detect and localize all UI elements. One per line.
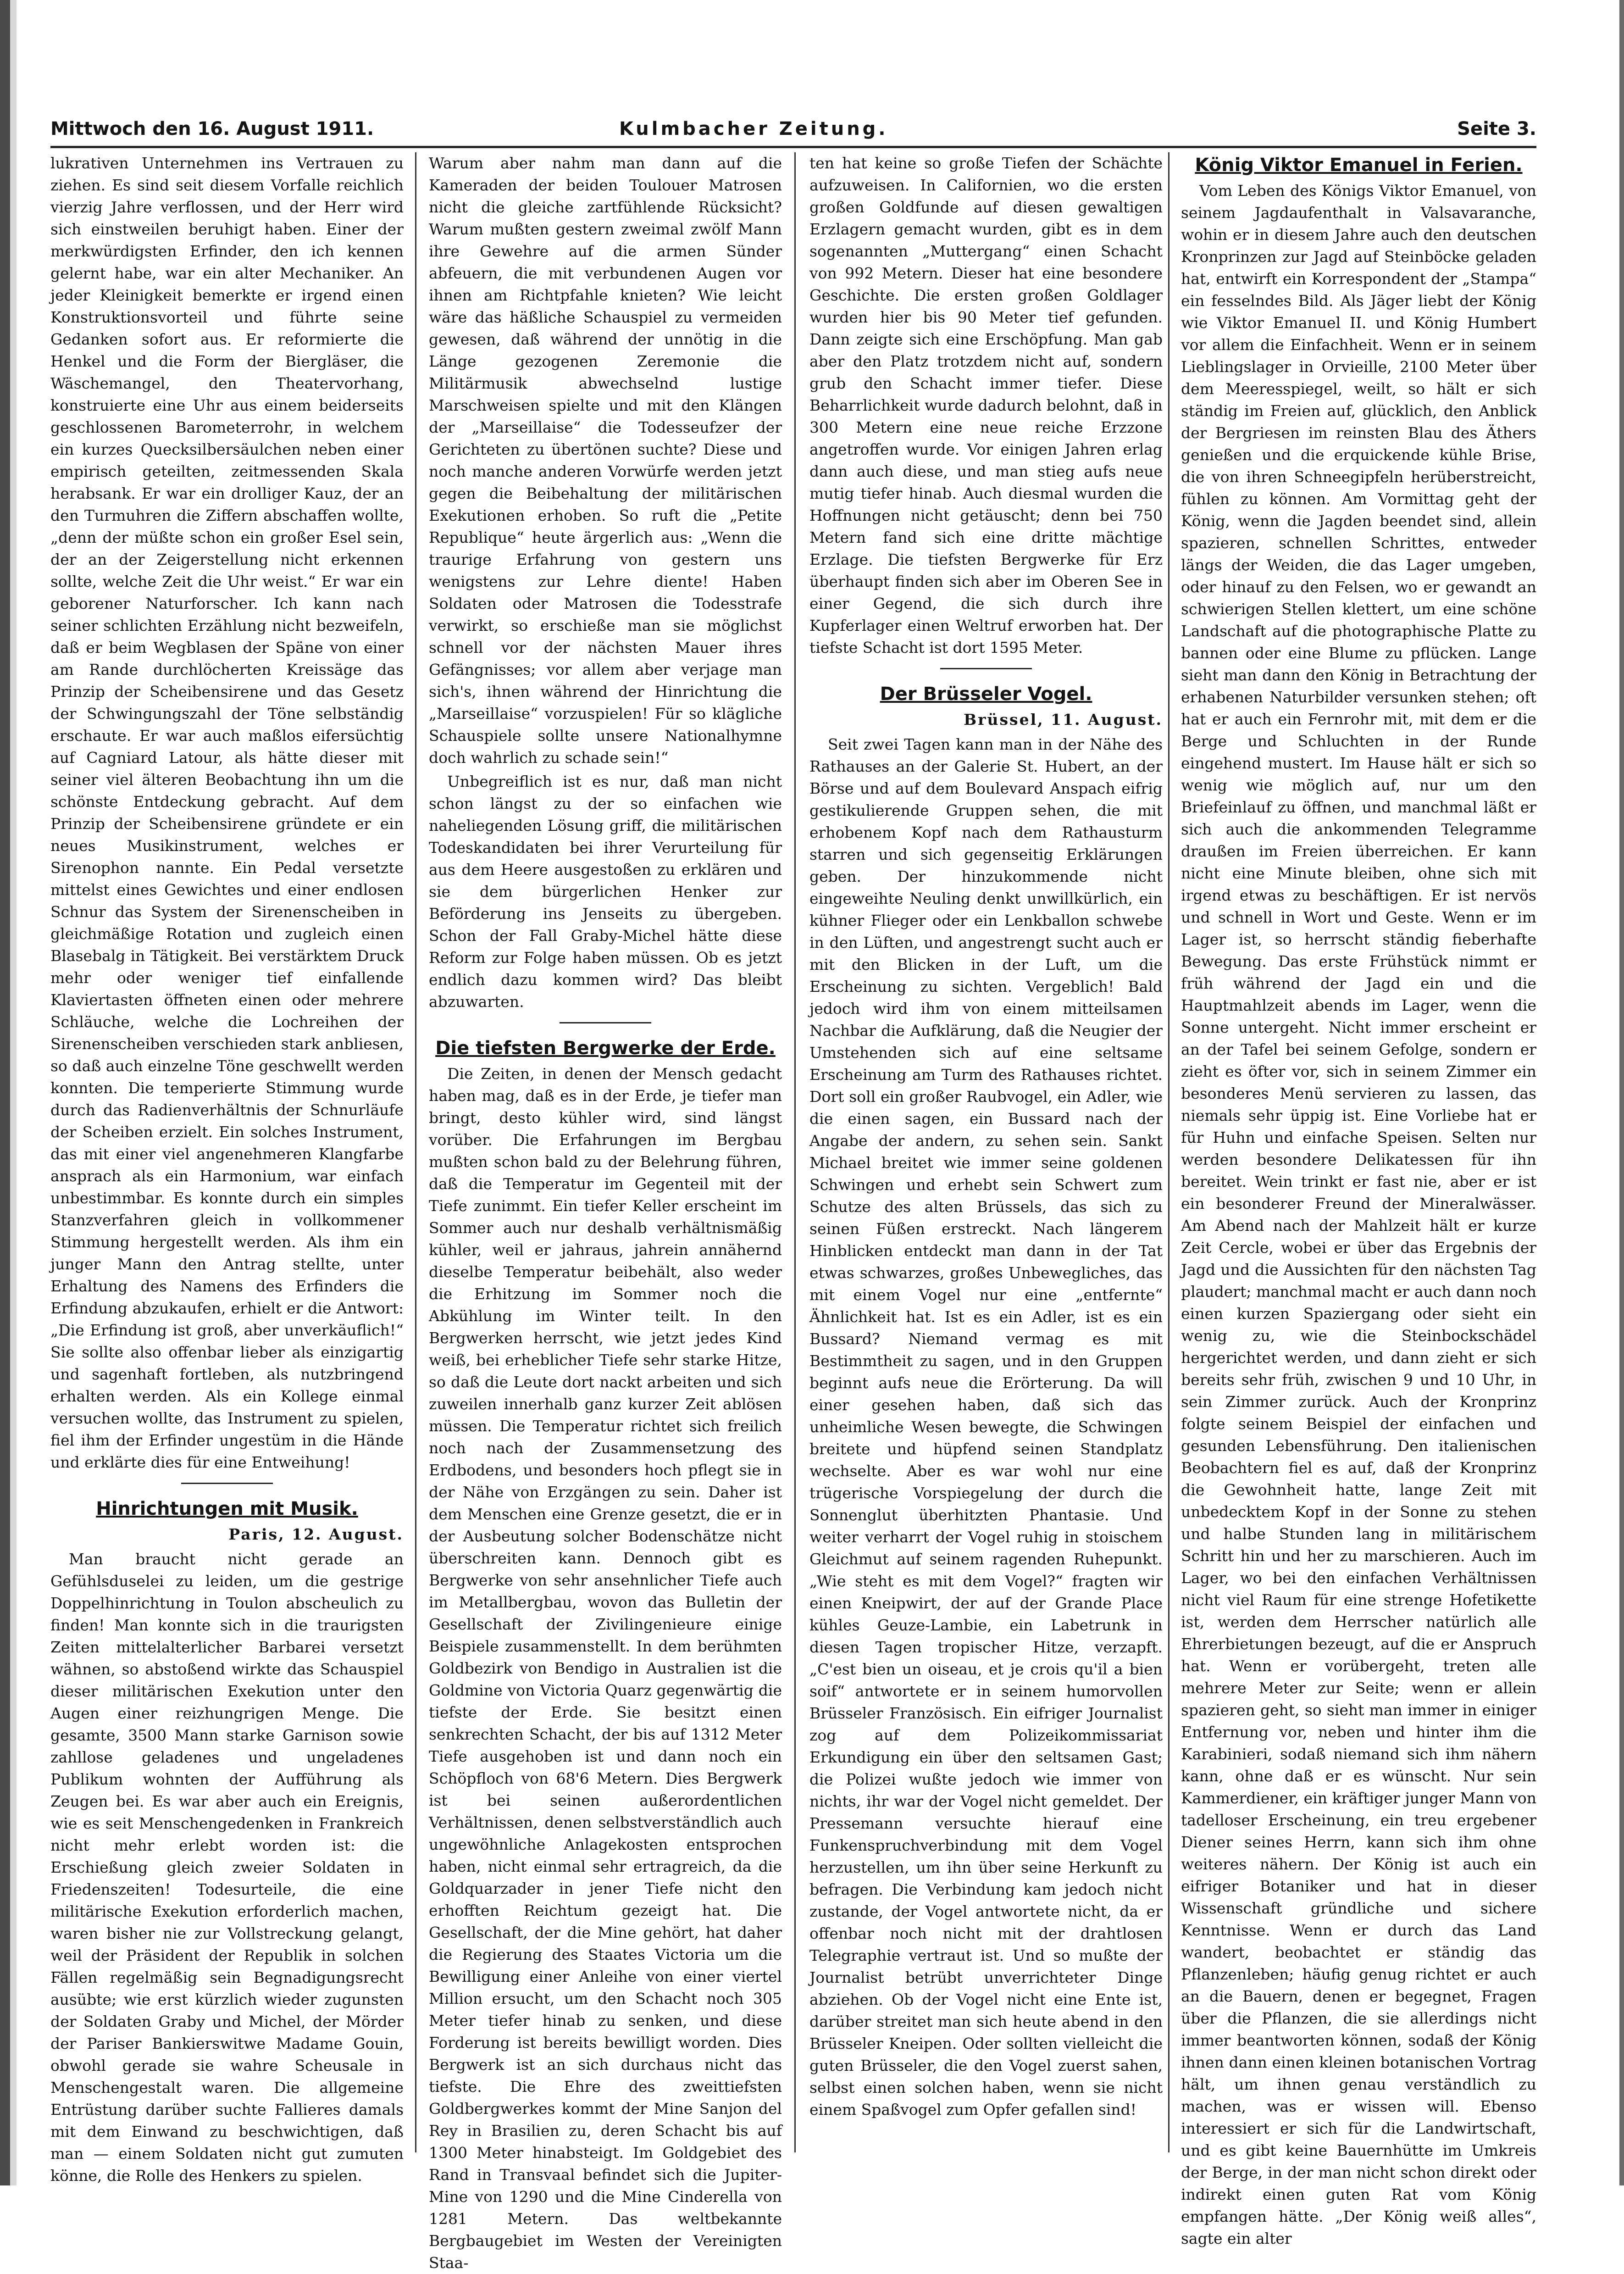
article-separator	[560, 1022, 651, 1023]
newspaper-title: Kulmbacher Zeitung.	[619, 118, 888, 139]
article-paragraph: Unbegreiflich ist es nur, daß man nicht schon längst zu der so einfachen wie naheliegenden Lösung griff, die militärischen Todeskandidaten bei ihrer Verurteilung für aus dem Heere ausgestoßen zu erklären und sie dem bürgerlichen Henker zur Beförderung ins Jenseits zu übergeben. Schon der Fall Graby-Michel hätte diese Reform zur Folge haben müssen. Ob es jetzt endlich dazu kommen wird? Das bleibt abzuwarten.	[429, 773, 782, 1011]
page-edge-shadow	[10, 0, 17, 2185]
article-dateline: Brüssel, 11. August.	[964, 711, 1163, 728]
article-title: König Viktor Emanuel in Ferien.	[1195, 155, 1523, 176]
column-divider	[1168, 152, 1170, 2152]
article-paragraph: lukrativen Unternehmen ins Vertrauen zu ziehen. Es sind seit diesem Vorfalle reichlich vierzig Jahre verflossen, und der Herr wird sich einstweilen beruhigt haben. Einer der merkwürdigsten Erfinder, den ich kennen gelernt habe, war ein alter Mechaniker. An jeder Kleinigkeit bemerkte er irgend einen Konstruktionsvorteil und führte seine Gedanken sofort aus. Er reformierte die Henkel und die Form der Biergläser, die Wäschemangel, den Theatervorhang, konstruierte eine Uhr aus einem beiderseits geschlossenen Barometerrohr, in welchem ein kurzes Quecksilbersäulchen neben einer empirisch geteilten, zeitmessenden Skala herabsank. Er war ein drolliger Kauz, der an den Turmuhren die Ziffern abschaffen wollte, „denn der müßte schon ein großer Esel sein, der an der Zeigerstellung nicht erkennen sollte, welche Zeit die Uhr weist.“ Er war ein geborener Naturforscher. Ich kann nach seiner schlichten Erzählung nicht bezweifeln, daß er beim Wegblasen der Späne von einer am Rande durchlöcherten Kreissäge das Prinzip der Scheibensirene und das Gesetz der Schwingungszahl der Töne selbständig erschaute. Er war auch maßlos eifersüchtig auf Cagniard Latour, als hätte dieser mit seiner viel älteren Beobachtung ihn um die schönste Entdeckung gebracht. Auf dem Prinzip der Scheibensirene gründete er ein neues Musikinstrument, welches er Sirenophon nannte. Ein Pedal versetzte mittelst eines Gewichtes und einer endlosen Schnur das System der Sirenenscheiben in gleichmäßige Rotation und zugleich einen Blasebalg in Tätigkeit. Bei verstärktem Druck mehr oder weniger tief einfallende Klaviertasten öffneten einen oder mehrere Schläuche, welche die Lochreihen der Sirenenscheiben verschieden stark anbliesen, so daß auch einzelne Töne geschwellt werden konnten. Die temperierte Stimmung wurde durch das Radienverhältnis der Schnurläufe der Scheiben erzielt. Ein solches Instrument, das mit einer viel angenehmeren Klangfarbe ansprach als ein Harmonium, war einfach unbestimmbar. Es konnte durch ein simples Stanzverfahren gleich in vollkommener Stimmung hergestellt werden. Als ihm ein junger Mann den Antrag stellte, unter Erhaltung des Namens des Erfinders die Erfindung abzukaufen, erhielt er die Antwort: „Die Erfindung ist groß, aber unverkäuflich!“ Sie sollte also offenbar lieber als einzigartig und sagenhaft fortleben, als nutzbringend erhalten werden. Als ein Kollege einmal versuchen wollte, das Instrument zu spielen, fiel ihm der Erfinder ungestüm in die Hände und erklärte dies für eine Entweihung!	[50, 154, 404, 1471]
column-4	[1181, 152, 1536, 2247]
column-3	[809, 152, 1163, 2152]
header-date: Mittwoch den 16. August 1911.	[50, 118, 374, 139]
article-title: Die tiefsten Bergwerke der Erde.	[435, 1038, 776, 1059]
page-header	[50, 115, 1536, 147]
column-1	[50, 152, 404, 2185]
column-2	[429, 152, 782, 2272]
article-title: Der Brüsseler Vogel.	[880, 684, 1092, 705]
article-paragraph: Seit zwei Tagen kann man in der Nähe des Rathauses an der Galerie St. Hubert, an der Börse und auf dem Boulevard Anspach eifrig gestikulierende Gruppen sehen, die mit erhobenem Kopf nach dem Rathausturm starren und sich gegenseitig Erklärungen geben. Der hinzukommende nicht eingeweihte Neuling denkt unwillkürlich, ein kühner Flieger oder ein Lenkballon schwebe in den Lüften, und angestrengt sucht auch er mit den Blicken in der Luft, um die Erscheinung zu sichten. Vergeblich! Bald jedoch wird ihm von einem mitteilsamen Nachbar die Aufklärung, daß die Neugier der Umstehenden sich auf eine seltsame Erscheinung am Turm des Rathauses richtet. Dort soll ein großer Raubvogel, ein Adler, wie die einen sagen, ein Bussard nach der Angabe der andern, zu sehen sein. Sankt Michael breitet wie immer seine goldenen Schwingen und erhebt sein Schwert zum Schutze des alten Brüssels, das sich zu seinen Füßen erstreckt. Nach längerem Hinblicken entdeckt man dann in der Tat etwas schwarzes, großes Unbewegliches, das mit einem Vogel nur eine „entfernte“ Ähnlichkeit hat. Ist es ein Adler, ist es ein Bussard? Niemand vermag es mit Bestimmtheit zu sagen, und in den Gruppen beginnt aufs neue die Erörterung. Da will einer gesehen haben, daß sich das unheimliche Wesen bewegte, die Schwingen breitete und hüpfend seinen Standplatz wechselte. Aber es war wohl nur eine trügerische Vorspiegelung der durch die Sonnenglut überhitzten Phantasie. Und weiter verharrt der Vogel ruhig in stoischem Gleichmut auf seinem ragenden Ruhepunkt. „Wie steht es mit dem Vogel?“ fragten wir einen Kneipwirt, der auf der Grande Place kühles Geuze-Lambie, ein Labetrunk in diesen Tagen tropischer Hitze, verzapft. „C'est bien un oiseau, et je crois qu'il a bien soif“ antwortete er in seinem humorvollen Brüsseler Französisch. Ein eifriger Journalist zog auf dem Polizeikommissariat Erkundigung ein über den seltsamen Gast; die Polizei wußte jedoch wie immer von nichts, ihr war der Vogel nicht gemeldet. Der Pressemann versuchte hierauf eine Funkenspruchverbindung mit dem Vogel herzustellen, um ihn über seine Herkunft zu befragen. Die Verbindung kam jedoch nicht zustande, der Vogel antwortete nicht, da er offenbar noch nicht mit der drahtlosen Telegraphie vertraut ist. Und so mußte der Journalist betrübt unverrichteter Dinge abziehen. Ob der Vogel nicht eine Ente ist, darüber streitet man sich heute abend in den Brüsseler Kneipen. Oder sollten vielleicht die guten Brüsseler, die den Vogel zuerst sahen, selbst einen solchen haben, wenn sie nicht einem Spaßvogel zum Opfer gefallen sind!	[809, 735, 1163, 2118]
article-paragraph: Man braucht nicht gerade an Gefühlsduselei zu leiden, um die gestrige Doppelhinrichtung in Toulon abscheulich zu finden! Man konnte sich in die traurigsten Zeiten mittelalterlicher Barbarei versetzt wähnen, so abstoßend wirkte das Schauspiel dieser militärischen Exekution unter den Augen einer reizhungrigen Menge. Die gesamte, 3500 Mann starke Garnison sowie zahllose geladenes und ungeladenes Publikum wohnten der Aufführung als Zeugen bei. Es war aber auch ein Ereignis, wie es seit Menschengedenken in Frankreich nicht mehr erlebt worden ist: die Erschießung gleich zweier Soldaten in Friedenszeiten! Todesurteile, die eine militärische Exekution erforderlich machen, waren bisher nie zur Vollstreckung gelangt, weil der Präsident der Republik in solchen Fällen regelmäßig sein Begnadigungsrecht ausübte; wie erst kürzlich wieder zugunsten der Soldaten Graby und Michel, der Mörder der Pariser Bankierswitwe Madame Gouin, obwohl gerade sie wahre Scheusale in Menschengestalt waren. Die allgemeine Entrüstung darüber suchte Fallieres damals mit dem Einwand zu beschwichtigen, daß man — einem Soldaten nicht gut zumuten könne, die Rolle des Henkers zu spielen.	[50, 1550, 404, 2185]
article-paragraph: Die Zeiten, in denen der Mensch gedacht haben mag, daß es in der Erde, je tiefer man bringt, desto kühler wird, sind längst vorüber. Die Erfahrungen im Bergbau mußten schon bald zu der Belehrung führen, daß die Temperatur im Gegenteil mit der Tiefe zunimmt. Ein tiefer Keller erscheint im Sommer auch nur deshalb verhältnismäßig kühler, weil er jahraus, jahrein annähernd dieselbe Temperatur beibehält, also weder die Erhitzung im Sommer noch die Abkühlung im Winter teilt. In den Bergwerken herrscht, wie jetzt jedes Kind weiß, bei erheblicher Tiefe sehr starke Hitze, so daß die Leute dort nackt arbeiten und sich zuweilen innerhalb ganz kurzer Zeit ablösen müssen. Die Temperatur richtet sich freilich noch nach der Zusammensetzung des Erdbodens, und besonders hoch pflegt sie in der Nähe von Erzgängen zu sein. Daher ist dem Menschen eine Grenze gesetzt, die er in der Ausbeutung solcher Bodenschätze nicht überschreiten kann. Dennoch gibt es Bergwerke von sehr ansehnlicher Tiefe auch im Metallbergbau, wovon das Bulletin der Gesellschaft der Zivilingenieure einige Beispiele zusammenstellt. In dem berühmten Goldbezirk von Bendigo in Australien ist die Goldmine von Victoria Quarz gegenwärtig die tiefste der Erde. Sie besitzt einen senkrechten Schacht, der bis auf 1312 Meter Tiefe ausgehoben ist und dann noch ein Schöpfloch von 68'6 Metern. Dies Bergwerk ist bei seinen außerordentlichen Verhältnissen, denen selbstverständlich auch ungewöhnliche Anlagekosten entsprochen haben, nicht einmal sehr ertragreich, da die Goldquarzader in jener Tiefe nicht den erhofften Reichtum gezeigt hat. Die Gesellschaft, der die Mine gehört, hat daher die Regierung des Staates Victoria um die Bewilligung einer Anleihe von einer viertel Million ersucht, um den Schacht noch 305 Meter tiefer hinab zu senken, und diese Forderung ist bereits bewilligt worden. Dies Bergwerk ist an sich durchaus nicht das tiefste. Die Ehre des zweittiefsten Goldbergwerkes kommt der Mine Sanjon del Rey in Brasilien zu, deren Schacht bis auf 1300 Meter hinabsteigt. Im Goldgebiet des Rand in Transvaal befindet sich die Jupiter-Mine von 1290 und die Mine Cinderella von 1281 Metern. Das weltbekannte Bergbaugebiet im Westen der Vereinigten Staa-	[429, 1065, 782, 2272]
article-title: Hinrichtungen mit Musik.	[96, 1498, 358, 1519]
column-divider	[415, 152, 416, 2152]
page-number: Seite 3.	[1457, 118, 1536, 139]
header-rule	[50, 146, 1536, 148]
article-dateline: Paris, 12. August.	[228, 1525, 404, 1543]
page-edge-right	[1619, 0, 1624, 2185]
article-paragraph: Vom Leben des Königs Viktor Emanuel, von seinem Jagdaufenthalt in Valsavaranche, wohin er in diesem Jahre auch den deutschen Kronprinzen zur Jagd auf Steinböcke geladen hat, entwirft ein Korrespondent der „Stampa“ ein fesselndes Bild. Als Jäger liebt der König wie Viktor Emanuel II. und König Humbert vor allem die Einfachheit. Wenn er in seinem Lieblingslager in Orvieille, 2100 Meter über dem Meeresspiegel, weilt, so hält er sich ständig im Freien auf, glücklich, den Anblick der Bergriesen im reinsten Blau des Äthers genießen und die erquickende kühle Brise, die von ihren Schneegipfeln herüberstreicht, fühlen zu können. Am Vormittag geht der König, wenn die Jagden beendet sind, allein spazieren, schnellen Schrittes, entweder längs der Weiden, die das Lager umgeben, oder hinauf zu den Felsen, wo er gewandt an schwierigen Stellen klettert, um eine schöne Landschaft auf die photographische Platte zu bannen oder eine Blume zu pflücken. Lange sieht man dann den König in Betrachtung der erhabenen Naturbilder versunken stehen; oft hat er auch ein Fernrohr mit, mit dem er die Berge und Schluchten in der Runde eingehend mustert. Im Hause hält er sich so wenig wie möglich auf, nur um den Briefeinlauf zu öffnen, und manchmal läßt er sich auch die ankommenden Telegramme draußen im Freien überreichen. Er kann nicht eine Minute bleiben, ohne sich mit irgend etwas zu beschäftigen. Er ist nervös und schnell in Wort und Geste. Wenn er im Lager ist, so herrscht ständig fieberhafte Bewegung. Das erste Frühstück nimmt er früh während der Jagd ein und die Hauptmahlzeit abends im Lager, wenn die Sonne untergeht. Nicht immer erscheint er an der Tafel bei seinem Gefolge, sondern er zieht es öfter vor, sich in seinem Zimmer ein besonderes Menü servieren zu lassen, das niemals sehr üppig ist. Eine Vorliebe hat er für Huhn und einfache Speisen. Selten nur werden besondere Delikatessen für ihn bereitet. Wein trinkt er fast nie, aber er ist ein besonderer Freund der Mineralwässer. Am Abend nach der Mahlzeit hält er kurze Zeit Cercle, wobei er über das Ergebnis der Jagd und die Aussichten für den nächsten Tag plaudert; manchmal macht er auch dann noch einen kurzen Spaziergang oder sieht ein wenig zu, wie die Steinbockschädel hergerichtet werden, und dann zieht er sich bereits sehr früh, zwischen 9 und 10 Uhr, in sein Zimmer zurück. Auch der Kronprinz folgte seinem Beispiel der einfachen und gesunden Lebensführung. Den italienischen Beobachtern fiel es auf, daß der Kronprinz die Gewohnheit hatte, lange Zeit mit unbedecktem Kopf in der Sonne zu stehen und halbe Stunden lang in militärischem Schritt hin und her zu marschieren. Auch im Lager, wo bei den einfachen Verhältnissen nicht viel Raum für eine strenge Hofetikette ist, werden dem Herrscher natürlich alle Ehrerbietungen bezeugt, auf die er Anspruch hat. Wenn er vorübergeht, treten alle mehrere Meter zur Seite; wenn er allein spazieren geht, so sieht man immer in einiger Entfernung vor, neben und hinter ihm die Karabinieri, sodaß niemand sich ihm nähern kann, ohne daß er es wünscht. Nur sein Kammerdiener, ein kräftiger junger Mann von tadelloser Erscheinung, ein treu ergebener Diener seines Herrn, kann sich ihm ohne weiteres nähern. Der König ist auch ein eifriger Botaniker und hat in dieser Wissenschaft gründliche und sichere Kenntnisse. Wenn er durch das Land wandert, beobachtet er ständig das Pflanzenleben; häufig genug richtet er auch an die Bauern, denen er begegnet, Fragen über die Pflanzen, die sie allerdings nicht immer beantworten können, sodaß der König ihnen dann einen kleinen botanischen Vortrag hält, um ihnen genau verständlich zu machen, was er wissen will. Ebenso interessiert er sich für die Landwirtschaft, und es gibt keine Bauernhütte im Umkreis der Berge, in der man nicht schon direkt oder indirekt einen guten Rat vom König empfangen hätte. „Der König weiß alles“, sagte ein alter	[1181, 182, 1536, 2247]
article-paragraph: ten hat keine so große Tiefen der Schächte aufzuweisen. In Californien, wo die ersten großen Goldfunde auf diesen gewaltigen Erzlagern gemacht wurden, gibt es in dem sogenannten „Muttergang“ einen Schacht von 992 Metern. Dieser hat eine besondere Geschichte. Die ersten großen Goldlager wurden hier bis 90 Meter tief gefunden. Dann zeigte sich eine Erschöpfung. Man gab aber den Platz trotzdem nicht auf, sondern grub den Schacht immer tiefer. Diese Beharrlichkeit wurde dadurch belohnt, daß in 300 Metern eine neue reiche Erzzone angetroffen wurde. Vor einigen Jahren erlag dann auch diese, und man stieg aufs neue mutig tiefer hinab. Auch diesmal wurden die Hoffnungen nicht getäuscht; denn bei 750 Metern fand sich eine dritte mächtige Erzlage. Die tiefsten Bergwerke für Erz überhaupt finden sich aber im Oberen See in einer Gegend, die sich durch ihre Kupferlager einen Weltruf erworben hat. Der tiefste Schacht ist dort 1595 Meter.	[809, 154, 1163, 656]
article-separator	[181, 1483, 273, 1484]
article-separator	[940, 668, 1032, 669]
article-paragraph: Warum aber nahm man dann auf die Kameraden der beiden Toulouer Matrosen nicht die gleiche zartfühlende Rücksicht? Warum mußten gestern zweimal zwölf Mann ihre Gewehre auf die armen Sünder abfeuern, die mit verbundenen Augen vor ihnen am Richtpfahle knieten? Wie leicht wäre das häßliche Schauspiel zu vermeiden gewesen, daß während der unnötig in die Länge gezogenen Zeremonie die Militärmusik abwechselnd lustige Marschweisen spielte und mit den Klängen der „Marseillaise“ die Todesseufzer der Gerichteten zu übertönen suchte? Diese und noch manche anderen Vorwürfe werden jetzt gegen die Beibehaltung der militärischen Exekutionen erhoben. So ruft die „Petite Republique“ heute ärgerlich aus: „Wenn die traurige Erfahrung von gestern uns wenigstens zur Lehre diente! Haben Soldaten oder Matrosen die Todesstrafe verwirkt, so erschieße man sie möglichst schnell vor der nächsten Mauer ihres Gefängnisses; vor allem aber verjage man sich's, ihnen während der Hinrichtung die „Marseillaise“ vorzuspielen! Für so klägliche Schauspiele sollte unsere Nationalhymne doch wahrlich zu schade sein!“	[429, 154, 782, 767]
page-edge-left	[0, 0, 10, 2185]
column-divider	[794, 152, 796, 2152]
